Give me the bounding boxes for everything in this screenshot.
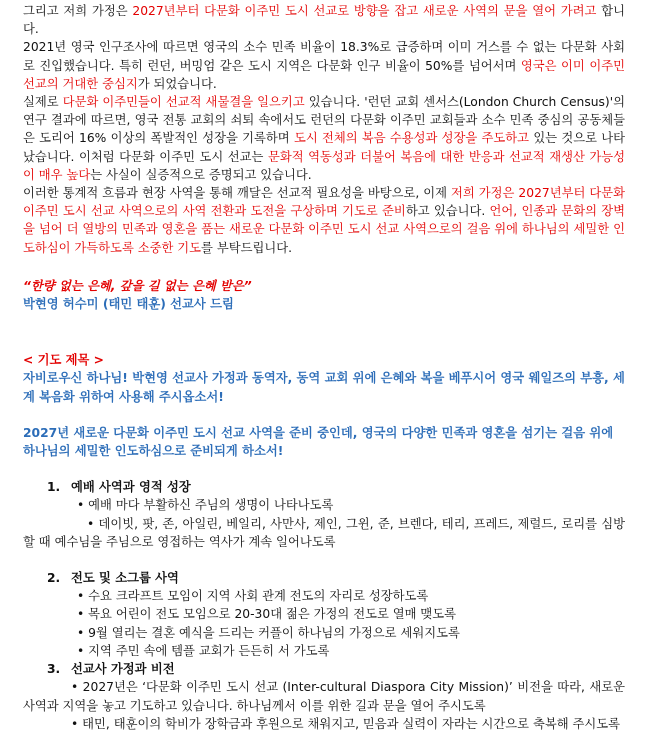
section-heading: 전도 및 소그룹 사역 — [71, 571, 179, 586]
text: 있습니다. '런던 교회 센서스(London Church Census)'의 연구 결과에 따르면, 영국 전통 교회의 쇠퇴 속에서도 런던의 다문화 이주민 교회들과 소수 민족 중심의 공동체들은 도리어 16% 이상의 폭발적인 성장을 기록하며 — [23, 95, 625, 146]
highlight-text: 다문화 이주민들이 선교적 새물결을 일으키고 — [62, 95, 305, 110]
highlight-text: 2027년부터 다문화 이주민 도시 선교로 방향을 잡고 새로운 사역의 문을 열어 가려고 — [132, 4, 597, 18]
signature-line-2: 박현영 허수미 (태민 태훈) 선교사 드림 — [23, 297, 234, 312]
text: 2021년 영국 인구조사에 따르면 영국의 소수 민족 비율이 18.3%로 급증하며 이미 거스를 수 없는 다문화 사회로 진입했습니다. 특히 런던, 버밍엄 같은 도시 지역은 다문화 인구 비율이 50%를 넘어서며 — [23, 40, 625, 73]
highlight-text: 저희 가정은 2027년부터 다문화 이주민 도시 선교 사역으로의 사역 전환과 도전을 구상하며 기도로 준비 — [23, 186, 625, 219]
letter-page — [23, 2, 625, 733]
section-heading: 예배 사역과 영적 성장 — [71, 480, 191, 495]
list-item: • 예배 마다 부활하신 주님의 생명이 나타나도록 — [77, 498, 334, 513]
prayer-section-2 — [23, 569, 625, 660]
list-item: • 목요 어린이 전도 모임으로 20-30대 젊은 가정의 전도로 열매 맺도록 — [77, 607, 457, 622]
spacer — [23, 406, 625, 424]
intro-paragraph-3 — [23, 93, 625, 184]
highlight-text: 영국은 이미 이주민 선교의 거대한 중심지 — [23, 58, 625, 91]
spacer — [23, 460, 625, 478]
text: 그리고 저희 가정은 — [23, 4, 133, 18]
list-item: • 지역 주민 속에 템플 교회가 든든히 서 가도록 — [77, 643, 330, 658]
text: 를 부탁드립니다. — [201, 240, 293, 255]
section-number: 1. — [47, 480, 61, 495]
text: 가 되었습니다. — [137, 76, 217, 91]
text: 하고 있습니다. — [405, 204, 490, 219]
intro-paragraph-2 — [23, 38, 625, 93]
list-item: • 태민, 태훈이의 학비가 장학금과 후원으로 채워지고, 믿음과 실력이 자라는 시간으로 축복해 주시도록 — [71, 716, 621, 731]
section-title — [47, 660, 625, 678]
text: 실제로 — [23, 95, 63, 110]
text: 는 사실이 실증적으로 증명되고 있습니다. — [90, 167, 312, 182]
prayer-title: < 기도 제목 > — [23, 353, 104, 368]
intro-paragraph-1 — [23, 2, 625, 38]
intro-paragraph-4 — [23, 184, 625, 257]
section-heading: 선교사 가정과 비전 — [71, 662, 175, 677]
section-number: 2. — [47, 571, 61, 586]
text: 이러한 통계적 흐름과 현장 사역을 통해 깨달은 선교적 필요성을 바탕으로, 이제 — [23, 186, 452, 201]
prayer-intro-1: 자비로우신 하나님! 박현영 선교사 가정과 동역자, 동역 교회 위에 은혜와 복을 베푸시어 영국 웨일즈의 부흥, 세계 복음화 위하여 사용해 주시옵소서! — [23, 371, 625, 404]
section-title — [47, 569, 625, 587]
highlight-text: 문화적 역동성과 더불어 복음에 대한 반응과 선교적 재생산 가능성이 매우 높다 — [23, 149, 626, 182]
section-title — [47, 478, 625, 496]
text: 합니다. — [23, 4, 625, 37]
spacer — [23, 551, 625, 569]
text: 있는 것으로 나타났습니다. 이처럼 다문화 이주민 도시 선교는 — [23, 131, 625, 164]
signature-line-1: “한량 없는 은혜, 갚을 길 없는 은혜 받은” — [23, 278, 252, 293]
list-item: • 데이빗, 팟, 존, 아일린, 베일리, 사만사, 제인, 그윈, 준, 브렌다, 테리, 프레드, 제럴드, 로리를 심방 할 때 예수님을 주님으로 영접하는 역사가 계속 일어나도록 — [23, 516, 625, 549]
list-item: • 2027년은 ‘다문화 이주민 도시 선교 (Inter-cultural Diaspora City Mission)’ 비전을 따라, 새로운 사역과 지역을 놓고 기도하고 있습니다. 하나님께서 이를 위한 길과 문을 열어 주시도록 — [23, 680, 625, 713]
highlight-text: 도시 전체의 복음 수용성과 성장을 주도하고 — [293, 131, 530, 146]
list-item: • 수요 크라프트 모임이 지역 사회 관계 전도의 자리로 성장하도록 — [77, 589, 429, 604]
list-item: • 9월 열리는 결혼 예식을 드리는 커플이 하나님의 가정으로 세워지도록 — [77, 625, 460, 640]
prayer-section-3 — [23, 660, 625, 733]
highlight-text: 언어, 인종과 문화의 장벽을 넘어 더 열방의 민족과 영혼을 품는 새로운 다문화 이주민 도시 선교 사역으로의 걸음 위에 하나님의 세밀한 인도하심이 가득하도록 소중한 기도 — [23, 204, 625, 255]
prayer-intro-2: 2027년 새로운 다문화 이주민 도시 선교 사역을 준비 중인데, 영국의 다양한 민족과 영혼을 섬기는 걸음 위에 하나님의 세밀한 인도하심으로 준비되게 하소서! — [23, 425, 614, 459]
section-number: 3. — [47, 662, 61, 677]
prayer-section-1 — [23, 478, 625, 551]
